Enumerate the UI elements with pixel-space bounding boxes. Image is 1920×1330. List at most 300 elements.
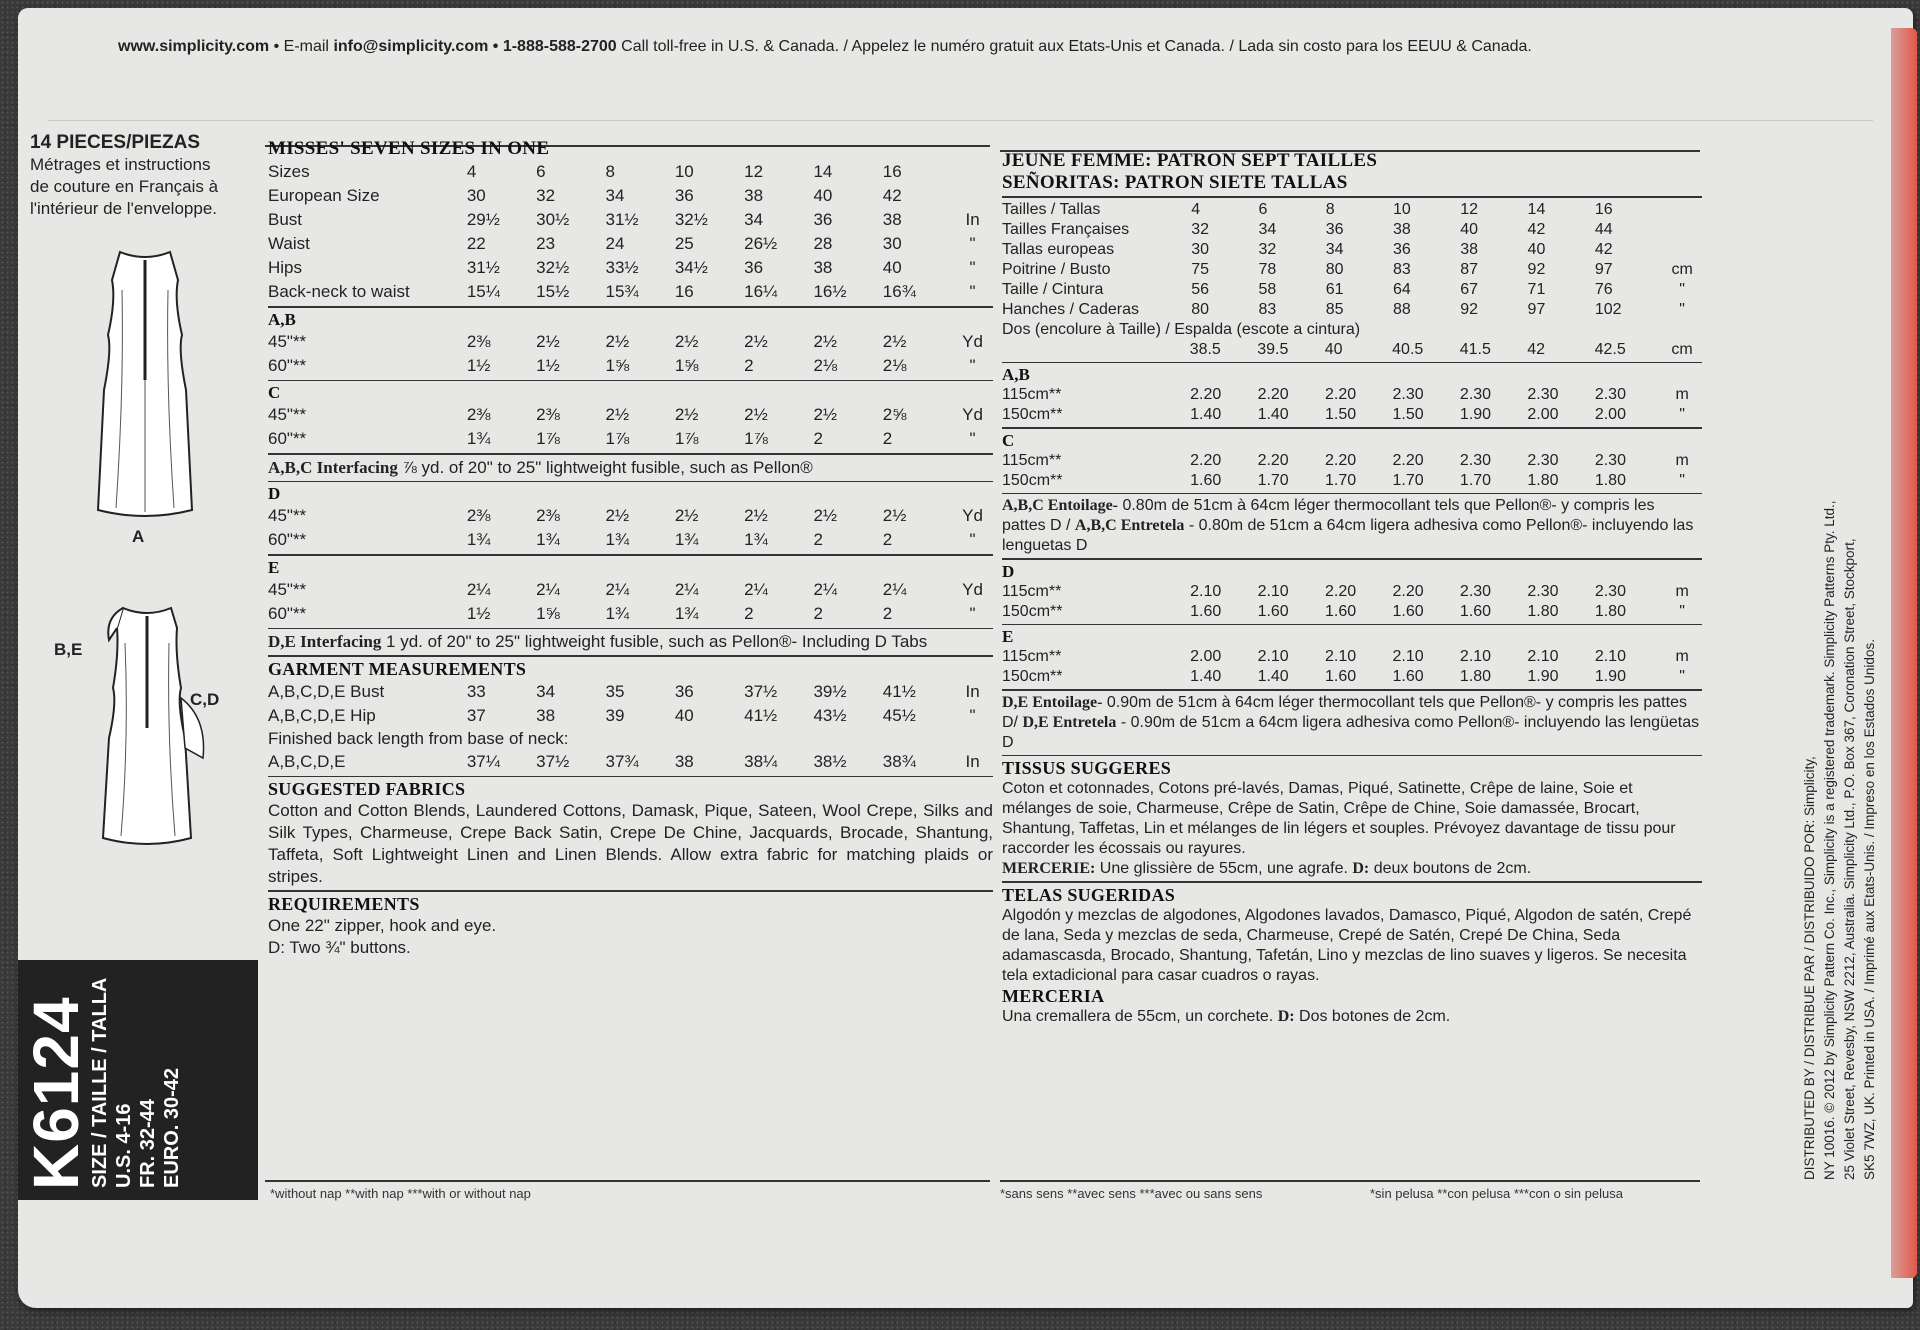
size-value-cell: 36 — [813, 210, 833, 229]
unit-cell — [1662, 200, 1702, 220]
size-value-cell: 1.90 — [1459, 406, 1492, 423]
garment-measurements-title: GARMENT MEASUREMENTS — [268, 658, 527, 679]
size-value-cell: 2 — [882, 530, 893, 549]
row-label: 115cm** — [1002, 386, 1062, 403]
row-label: 60"** — [268, 355, 307, 375]
size-value-cell: 38¾ — [882, 751, 916, 771]
french-footnote: *sans sens **avec sens ***avec ou sans sens — [1000, 1186, 1263, 1201]
size-value-cell: 30½ — [536, 210, 570, 229]
size-value-cell: 2 — [813, 429, 823, 448]
size-value-cell: 2⅜ — [466, 405, 491, 424]
size-value-cell: 37½ — [536, 751, 570, 771]
size-value-cell: 2¼ — [882, 579, 907, 599]
mercerie-d-label: D: — [1352, 860, 1370, 877]
english-size-table — [268, 160, 993, 304]
spanish-title: SEÑORITAS: PATRON SIETE TALLAS — [1002, 172, 1348, 193]
size-value-cell: 2½ — [882, 331, 907, 351]
row-label: A,B,C,D,E Bust — [268, 681, 385, 701]
table-row — [1002, 582, 1702, 602]
size-value-cell: 2⅛ — [882, 355, 907, 375]
size-value-cell: 2½ — [882, 506, 907, 525]
en-de-interfacing — [268, 631, 993, 653]
table-row — [1002, 240, 1702, 260]
size-value-cell: 36 — [1393, 240, 1411, 258]
size-value-cell: 42.5 — [1594, 340, 1626, 358]
fr-abc-entoilage-text: 0.80m de 51cm à 64cm léger thermocollant tels que Pellon®- y compris les pattes D / — [1002, 497, 1655, 534]
size-value-cell: 6 — [536, 162, 546, 181]
size-value-cell: 1.70 — [1392, 471, 1424, 489]
row-label: Tailles Françaises — [1002, 220, 1130, 238]
phone-text: • 1-888-588-2700 — [488, 38, 617, 55]
size-value-cell: 80 — [1325, 260, 1344, 278]
size-value-cell: 16 — [1594, 200, 1613, 218]
size-value-cell: 2⅜ — [536, 506, 560, 525]
size-value-cell: 2⅜ — [466, 506, 491, 525]
size-value-cell: 71 — [1527, 280, 1546, 298]
unit-cell: " — [969, 530, 976, 549]
figure-cd-label: C,D — [190, 690, 220, 709]
size-value-cell: 36 — [674, 681, 694, 701]
fr-e-title: E — [1002, 627, 1014, 646]
unit-cell: m — [1675, 386, 1689, 403]
size-value-cell: 2.00 — [1527, 406, 1559, 423]
size-value-cell: 10 — [1393, 200, 1411, 218]
size-value-cell: 2.30 — [1527, 582, 1559, 600]
size-value-cell: 1¾ — [466, 429, 491, 448]
size-value-cell: 1.50 — [1325, 406, 1357, 423]
size-value-cell: 15¾ — [605, 282, 639, 301]
dress-a-back-drawing — [90, 240, 200, 530]
table-row — [268, 330, 993, 354]
size-value-cell: 75 — [1191, 260, 1210, 278]
row-label: 60"** — [268, 603, 307, 623]
fr-size-table — [1002, 200, 1702, 320]
size-value-cell: 2 — [813, 603, 823, 623]
size-value-cell: 1½ — [466, 603, 491, 623]
size-value-cell: 1¾ — [674, 530, 699, 549]
row-label: Hanches / Caderas — [1002, 300, 1139, 318]
size-value-cell: 23 — [536, 234, 556, 253]
size-value-cell: 32 — [536, 186, 556, 205]
size-value-cell: 29½ — [466, 210, 500, 229]
size-value-cell: 32 — [1258, 240, 1277, 258]
size-value-cell: 2 — [744, 603, 754, 623]
size-value-cell: 16¼ — [744, 282, 778, 301]
size-value-cell: 2.30 — [1594, 451, 1626, 469]
size-value-cell: 1⅝ — [674, 355, 699, 375]
en-de-interfacing-text: 1 yd. of 20" to 25" lightweight fusible, such as Pellon®- Including D Tabs — [381, 632, 928, 651]
row-label: 150cm** — [1002, 668, 1063, 685]
size-value-cell: 2½ — [605, 506, 630, 525]
table-row — [268, 704, 993, 728]
unit-cell: m — [1675, 582, 1689, 600]
size-value-cell: 76 — [1594, 280, 1613, 298]
table-row — [1002, 300, 1702, 320]
size-value-cell: 1.60 — [1392, 668, 1424, 685]
row-label: 115cm** — [1002, 582, 1062, 600]
size-value-cell: 2½ — [744, 331, 768, 351]
unit-cell: " — [969, 603, 976, 623]
fr-abc-entretela-title: A,B,C Entretela — [1074, 517, 1185, 534]
size-value-cell: 22 — [466, 234, 486, 253]
size-value-cell: 16 — [674, 282, 694, 301]
tissus-title: TISSUS SUGGERES — [1002, 758, 1172, 778]
side-line-1: DISTRIBUTED BY / DISTRIBUE PAR / DISTRIBUIDO POR: Simplicity, — [1802, 756, 1817, 1180]
size-value-cell: 1⅞ — [536, 429, 560, 448]
unit-cell: cm — [1671, 340, 1693, 358]
size-value-cell: 2⅜ — [466, 331, 491, 351]
en-d-yardage-table — [268, 504, 993, 552]
size-value-cell: 38¼ — [744, 751, 778, 771]
size-value-cell: 28 — [813, 234, 833, 253]
size-value-cell: 45½ — [882, 705, 916, 725]
row-label: A,B,C,D,E Hip — [268, 705, 376, 725]
garment-measurements-table — [268, 680, 993, 728]
size-value-cell: 8 — [605, 162, 615, 181]
size-value-cell: 1.60 — [1325, 602, 1357, 620]
size-value-cell: 31½ — [466, 258, 500, 277]
unit-cell: " — [1679, 280, 1685, 298]
row-label: 60"** — [268, 429, 307, 448]
en-c-yardage-table — [268, 403, 993, 451]
size-value-cell: 92 — [1460, 300, 1479, 318]
fr-dos-table — [1002, 340, 1702, 360]
fr-c-metrage-table — [1002, 451, 1702, 491]
size-value-cell: 41½ — [744, 705, 778, 725]
size-value-cell: 2 — [744, 355, 754, 375]
size-value-cell: 2½ — [813, 331, 838, 351]
size-value-cell: 2.30 — [1527, 451, 1559, 469]
unit-cell: In — [965, 210, 980, 229]
unit-cell: " — [969, 282, 976, 301]
size-value-cell: 1.40 — [1190, 668, 1222, 685]
size-value-cell: 43½ — [813, 705, 847, 725]
size-value-cell: 10 — [674, 162, 694, 181]
unit-cell: " — [969, 429, 976, 448]
row-label: Sizes — [268, 162, 310, 181]
telas-text: Algodón y mezclas de algodones, Algodones lavados, Damasco, Piqué, Algodon de satén, Crepé de lana, Seda y mezclas de seda, Charmeuse, Crepé de Satén, Crepé De China, Seda adamascasda, Brocado, Shantung, Tafetán, Lino y mezclas de lino suaves y ligeros. Se necesita tela extadicional para casar cuadros o rayas. — [1002, 906, 1692, 984]
unit-cell: Yd — [962, 506, 983, 525]
row-label — [1002, 340, 1190, 360]
size-value-cell: 30 — [466, 186, 486, 205]
size-value-cell: 2½ — [674, 405, 699, 424]
size-value-cell: 35 — [605, 681, 625, 701]
size-value-cell: 1½ — [466, 355, 491, 375]
suggested-fabrics-text: Cotton and Cotton Blends, Laundered Cottons, Damask, Pique, Sateen, Wool Crepe, Silks and Silk Types, Charmeuse, Crepe Back Satin, Crepe De Chine, Jacquards, Brocade, Shantung, Taffeta, Soft Lightweight Linen and Linen Blends. Allow extra fabric for matching plaids or stripes. — [268, 801, 993, 886]
size-value-cell: 26½ — [744, 234, 778, 253]
size-value-cell: 40 — [1527, 240, 1546, 258]
size-value-cell: 1.60 — [1459, 602, 1492, 620]
mercerie-title: MERCERIE: — [1002, 860, 1096, 877]
table-row — [268, 528, 993, 552]
size-value-cell: 36 — [1325, 220, 1344, 238]
size-value-cell: 38 — [813, 258, 833, 277]
table-row — [1002, 200, 1702, 220]
unit-cell: In — [965, 681, 980, 701]
size-value-cell: 1.50 — [1392, 406, 1424, 423]
table-row — [1002, 602, 1702, 622]
english-column — [268, 138, 993, 959]
size-value-cell: 1.70 — [1325, 471, 1357, 489]
fr-d-title: D — [1002, 561, 1015, 581]
size-value-cell: 1¾ — [605, 603, 630, 623]
merceria-d-label: D: — [1277, 1007, 1295, 1025]
unit-cell: " — [969, 258, 976, 277]
row-label: Hips — [268, 258, 303, 277]
size-value-cell: 4 — [466, 162, 477, 181]
size-value-cell: 2¼ — [466, 579, 491, 599]
size-value-cell: 1.60 — [1392, 602, 1424, 620]
size-value-cell: 58 — [1258, 280, 1277, 298]
size-value-cell: 1.80 — [1527, 602, 1559, 620]
size-value-cell: 2.00 — [1190, 648, 1222, 665]
size-value-cell: 2.30 — [1459, 451, 1492, 469]
size-value-cell: 2.00 — [1594, 406, 1626, 423]
table-row — [1002, 667, 1702, 687]
size-value-cell: 2¼ — [813, 579, 838, 599]
french-spanish-column — [1002, 150, 1702, 1027]
en-abc-interfacing-text: ⅞ yd. of 20" to 25" lightweight fusible, such as Pellon® — [397, 457, 813, 477]
distributor-side-text — [1800, 130, 1880, 1180]
dress-be-cd-back-drawing — [95, 598, 220, 858]
size-value-cell: 42 — [1527, 340, 1546, 358]
size-value-cell: 12 — [744, 162, 764, 181]
table-row — [268, 427, 993, 451]
fr-abc-entoilage-title: A,B,C Entoilage- — [1002, 497, 1118, 514]
table-row — [1002, 647, 1702, 667]
size-value-cell: 2 — [813, 530, 823, 549]
size-value-cell: 42 — [882, 186, 902, 205]
size-value-cell: 25 — [674, 234, 694, 253]
size-value-cell: 32½ — [674, 210, 708, 229]
size-value-cell: 30 — [882, 234, 902, 253]
size-value-cell: 42 — [1527, 220, 1546, 238]
side-line-3: 25 Violet Street, Revesby, NSW 2212, Australia. Simplicity Ltd., P.O. Box 367, Coronation Street, Stockport, — [1842, 538, 1857, 1180]
suggested-fabrics-title: SUGGESTED FABRICS — [268, 779, 466, 799]
size-value-cell: 2.20 — [1257, 386, 1289, 403]
size-value-cell: 97 — [1594, 260, 1613, 278]
merceria-text: Una cremallera de 55cm, un corchete. — [1002, 1007, 1278, 1025]
size-value-cell: 39½ — [813, 681, 847, 701]
size-value-cell: 2.10 — [1325, 648, 1357, 665]
size-value-cell: 88 — [1393, 300, 1411, 318]
table-row — [268, 184, 993, 208]
english-bottom-rule — [265, 1180, 990, 1182]
size-value-cell: 40 — [1460, 220, 1479, 238]
size-value-cell: 4 — [1191, 200, 1201, 218]
size-value-cell: 14 — [813, 162, 833, 181]
pieces-line-1: Métrages et instructions — [30, 155, 211, 174]
size-value-cell: 2.20 — [1325, 582, 1357, 600]
size-value-cell: 15¼ — [466, 282, 500, 301]
table-row — [1002, 405, 1702, 425]
unit-cell: cm — [1671, 260, 1693, 278]
size-value-cell: 61 — [1325, 280, 1344, 298]
size-value-cell: 37½ — [744, 681, 778, 701]
side-line-2: NY 10016. © 2012 by Simplicity Pattern Co. Inc., Simplicity is a registered trademark. Simplicity Patterns Pty. Ltd., — [1822, 500, 1837, 1180]
size-value-cell: 1.40 — [1257, 406, 1289, 423]
unit-cell: " — [969, 355, 976, 375]
size-value-cell: 16¾ — [882, 282, 916, 301]
table-row — [268, 208, 993, 232]
size-value-cell: 34 — [605, 186, 625, 205]
size-value-cell: 80 — [1191, 300, 1210, 318]
size-value-cell: 37¼ — [466, 751, 500, 771]
size-value-cell: 2.20 — [1190, 451, 1222, 469]
fr-dos-label: Dos (encolure à Taille) / Espalda (escote a cintura) — [1002, 320, 1361, 338]
size-value-cell: 2½ — [813, 506, 838, 525]
size-value-cell: 1.60 — [1257, 602, 1289, 620]
merceria-line — [1002, 1007, 1702, 1027]
en-de-interfacing-title: D,E Interfacing — [268, 632, 382, 651]
size-value-cell: 2½ — [744, 506, 768, 525]
table-row — [268, 280, 993, 304]
size-value-cell: 38 — [674, 751, 694, 771]
table-row — [268, 232, 993, 256]
row-label: 45"** — [268, 506, 307, 525]
size-value-cell: 1¾ — [744, 530, 768, 549]
size-value-cell: 1.70 — [1257, 471, 1289, 489]
fr-de-entoilage-text: 0.90m de 51cm à 64cm léger thermocollant tels que Pellon®- y compris les pattes D/ — [1002, 693, 1687, 731]
row-label: A,B,C,D,E — [268, 751, 346, 771]
size-value-cell: 1⅝ — [605, 355, 630, 375]
pieces-info — [30, 132, 260, 220]
size-value-cell: 12 — [1460, 200, 1479, 218]
mercerie-text: Une glissière de 55cm, une agrafe. — [1095, 860, 1353, 877]
size-value-cell: 16½ — [813, 282, 847, 301]
size-value-cell: 1.60 — [1190, 602, 1222, 620]
unit-cell: Yd — [962, 331, 983, 351]
fr-e-metrage-table — [1002, 647, 1702, 687]
size-value-cell: 1¾ — [536, 530, 560, 549]
size-value-cell: 87 — [1460, 260, 1479, 278]
size-value-cell: 41.5 — [1459, 340, 1491, 358]
unit-cell: " — [1679, 471, 1685, 489]
row-label: 115cm** — [1002, 648, 1062, 665]
size-value-cell: 1¾ — [605, 530, 630, 549]
size-value-cell: 1.60 — [1325, 668, 1357, 685]
size-value-cell: 1.40 — [1190, 406, 1222, 423]
en-e-title: E — [268, 557, 280, 577]
size-value-cell: 44 — [1594, 220, 1613, 238]
envelope-flap-line — [48, 120, 1873, 121]
size-value-cell: 38 — [1393, 220, 1411, 238]
fr-de-entoilage — [1002, 693, 1702, 753]
size-value-cell: 38.5 — [1189, 340, 1221, 358]
size-value-cell: 2.30 — [1594, 386, 1626, 403]
row-label: Tailles / Tallas — [1002, 200, 1101, 218]
size-value-cell: 40 — [813, 186, 833, 205]
size-value-cell: 36 — [744, 258, 764, 277]
size-value-cell: 41½ — [882, 681, 916, 701]
size-value-cell: 56 — [1191, 280, 1210, 298]
tissus-text: Coton et cotonnades, Cotons pré-lavés, Damas, Piqué, Satinette, Crêpe de laine, Soie et mélanges de soie, Charmeuse, Crêpe de Satin, Crêpe de Chine, Soie damassée, Brocart, Shantung, Taffetas, Lin et mélanges de lin légers et souples. Prévoyez davantage de tissu pour raccorder les écossais ou rayures. — [1002, 780, 1676, 857]
size-value-cell: 2.30 — [1527, 386, 1559, 403]
table-row — [268, 504, 993, 528]
size-value-cell: 78 — [1258, 260, 1277, 278]
size-value-cell: 102 — [1594, 300, 1622, 318]
badge-us-size: U.S. 4-16 — [113, 1103, 135, 1188]
size-value-cell: 2½ — [605, 331, 630, 351]
row-label: Taille / Cintura — [1002, 280, 1104, 298]
size-value-cell: 24 — [605, 234, 625, 253]
table-row — [268, 160, 993, 184]
size-value-cell: 1¾ — [674, 603, 699, 623]
size-value-cell: 2.10 — [1459, 648, 1492, 665]
size-value-cell: 37¾ — [605, 751, 639, 771]
badge-euro-size: EURO. 30-42 — [161, 1067, 183, 1188]
size-value-cell: 2.20 — [1257, 451, 1289, 469]
finished-length-table — [268, 750, 993, 774]
telas-title: TELAS SUGERIDAS — [1002, 884, 1176, 905]
size-value-cell: 1⅞ — [674, 429, 699, 448]
row-label: 45"** — [268, 579, 307, 599]
size-value-cell: 34 — [536, 681, 556, 701]
size-value-cell: 1.40 — [1257, 668, 1289, 685]
size-value-cell: 14 — [1527, 200, 1546, 218]
row-label: 60"** — [268, 530, 307, 549]
size-value-cell: 85 — [1325, 300, 1344, 318]
size-value-cell: 2⅝ — [882, 405, 907, 424]
size-value-cell: 36 — [674, 186, 694, 205]
size-value-cell: 40 — [674, 705, 694, 725]
en-d-title: D — [268, 484, 281, 503]
unit-cell: m — [1675, 451, 1689, 469]
size-value-cell: 2.10 — [1190, 582, 1222, 600]
size-value-cell: 40.5 — [1392, 340, 1424, 358]
fr-ab-metrage-table — [1002, 385, 1702, 425]
size-value-cell: 34 — [1258, 220, 1277, 238]
size-value-cell: 33½ — [605, 258, 639, 277]
size-value-cell: 32½ — [536, 258, 570, 277]
size-value-cell: 2.20 — [1190, 386, 1222, 403]
badge-fr-size: FR. 32-44 — [137, 1099, 159, 1188]
row-label: Tallas europeas — [1002, 240, 1115, 258]
website-text: www.simplicity.com — [118, 38, 270, 55]
size-value-cell: 1⅝ — [536, 603, 560, 623]
size-value-cell: 2½ — [674, 506, 699, 525]
size-value-cell: 2¼ — [605, 579, 630, 599]
french-bottom-rule — [1000, 1180, 1700, 1182]
size-value-cell: 38 — [536, 705, 556, 725]
table-row — [268, 354, 993, 378]
size-value-cell: 2.30 — [1459, 386, 1492, 403]
unit-cell: In — [965, 751, 980, 771]
unit-cell: " — [1679, 300, 1685, 318]
size-value-cell: 1⅞ — [744, 429, 768, 448]
size-value-cell: 2.10 — [1257, 648, 1289, 665]
en-abc-interfacing — [268, 457, 993, 479]
unit-cell: " — [1679, 668, 1685, 685]
row-label: Bust — [268, 210, 303, 229]
table-row — [268, 680, 993, 704]
size-value-cell: 38½ — [813, 751, 847, 771]
requirements-title: REQUIREMENTS — [268, 893, 420, 914]
mercerie-d-text: deux boutons de 2cm. — [1369, 860, 1532, 877]
size-value-cell: 2 — [882, 603, 893, 623]
size-value-cell: 34 — [744, 210, 764, 229]
en-ab-yardage-table — [268, 330, 993, 378]
row-label: Poitrine / Busto — [1002, 260, 1111, 278]
requirements-line-2: D: Two ¾" buttons. — [268, 937, 411, 957]
table-row — [268, 578, 993, 602]
size-value-cell: 31½ — [605, 210, 639, 229]
unit-cell: " — [969, 234, 976, 253]
size-value-cell: 38 — [744, 186, 764, 205]
table-row — [1002, 451, 1702, 471]
figure-be-label: B,E — [54, 640, 83, 659]
size-value-cell: 2.20 — [1325, 451, 1357, 469]
